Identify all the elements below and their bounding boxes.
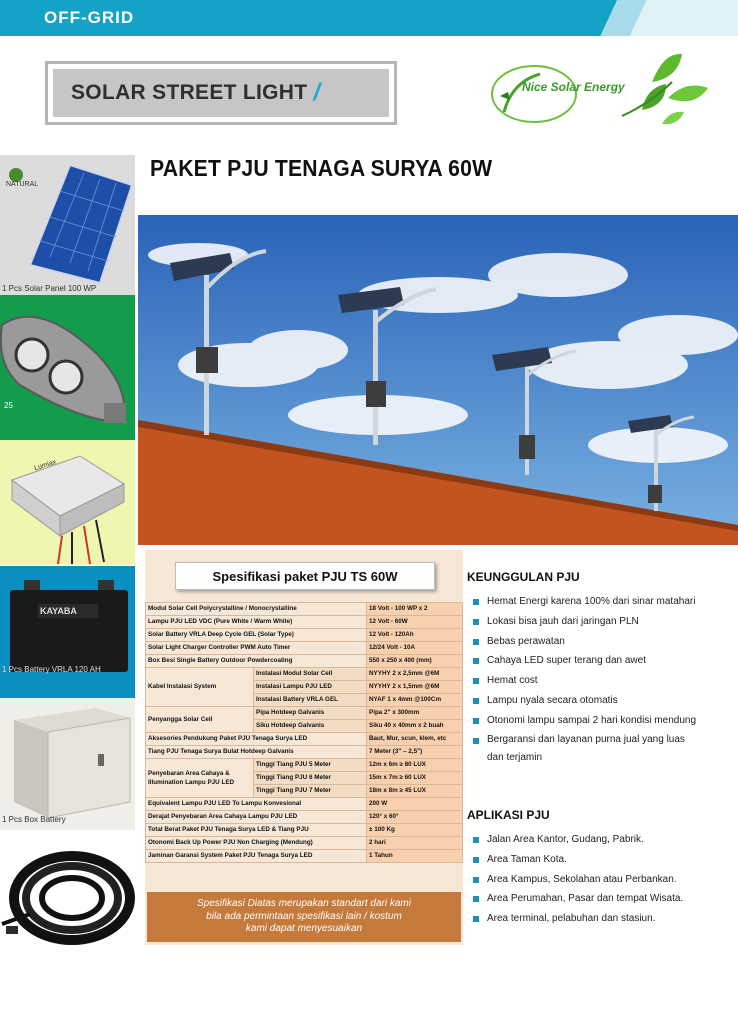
table-row	[146, 668, 463, 681]
charge-controller-icon	[0, 440, 135, 565]
spec-title: Spesifikasi paket PJU TS 60W	[175, 562, 435, 590]
advantage-text: dan terjamin	[487, 751, 543, 763]
bullet-icon	[473, 896, 479, 902]
spec-sub-label: Instalasi Battery VRLA GEL	[254, 694, 367, 707]
spec-value: Pipa 2" x 300mm	[367, 707, 463, 720]
leaf-logo-icon	[482, 52, 718, 136]
solar-panel-image	[0, 155, 135, 295]
spec-group-label: Kabel Instalasi System	[146, 668, 254, 707]
bullet-icon	[473, 916, 479, 922]
table-row	[146, 798, 463, 811]
spec-label: Lampu PJU LED VDC (Pure White / Warm White)	[146, 616, 367, 629]
application-text: Jalan Area Kantor, Gudang, Pabrik.	[487, 834, 644, 845]
top-banner	[0, 0, 738, 36]
advantage-text: Lampu nyala secara otomatis	[487, 694, 618, 706]
bullet-icon	[473, 639, 479, 645]
spec-sub-label: Instalasi Lampu PJU LED	[254, 681, 367, 694]
spec-label: Tiang PJU Tenaga Surya Bulat Hotdeep Galvanis	[146, 746, 367, 759]
applications-section	[467, 808, 735, 929]
spec-sub-label: Tinggi Tiang PJU 5 Meter	[254, 759, 367, 772]
spec-note	[147, 892, 461, 942]
table-row	[146, 603, 463, 616]
hero-photo	[138, 215, 738, 545]
spec-value: 550 x 250 x 400 (mm)	[367, 655, 463, 668]
bullet-icon	[473, 877, 479, 883]
top-banner-notch	[558, 0, 738, 36]
package-heading: PAKET PJU TENAGA SURYA 60W	[150, 155, 493, 181]
list-item	[467, 889, 735, 909]
advantage-text: Otonomi lampu sampai 2 hari kondisi mendung	[487, 714, 696, 726]
cable-image	[0, 840, 135, 960]
advantage-text: Hemat Energi karena 100% dari sinar matahari	[487, 596, 696, 607]
list-item	[467, 850, 735, 870]
lamp-caption: 25	[4, 401, 13, 410]
battery-image	[0, 566, 135, 698]
street-lamp-icon	[0, 295, 135, 440]
bullet-icon	[473, 678, 479, 684]
spec-value: 18 Volt - 100 WP x 2	[367, 603, 463, 616]
battery-brand: KAYABA	[40, 606, 77, 616]
spec-label: Solar Battery VRLA Deep Cycle GEL (Solar Type)	[146, 629, 367, 642]
list-item	[467, 870, 735, 890]
bullet-icon	[473, 658, 479, 664]
title-box	[45, 61, 397, 125]
table-row	[146, 850, 463, 863]
advantage-text: Lokasi bisa jauh dari jaringan PLN	[487, 615, 639, 627]
applications-title: APLIKASI PJU	[467, 808, 550, 822]
bullet-icon	[473, 738, 479, 744]
spec-sub-label: Tinggi Tiang PJU 7 Meter	[254, 785, 367, 798]
box-caption: 1 Pcs Box Battery	[2, 815, 66, 824]
spec-value: 200 W	[367, 798, 463, 811]
off-grid-label: OFF-GRID	[44, 8, 135, 27]
spec-value: NYAF 1 x 4mm @100Cm	[367, 694, 463, 707]
spec-value: 12m x 6m ≥ 80 LUX	[367, 759, 463, 772]
list-item	[467, 731, 735, 767]
advantages-section	[467, 570, 735, 767]
spec-value: NYYHY 2 x 1,5mm @6M	[367, 681, 463, 694]
battery-icon	[0, 566, 135, 698]
battery-box-image	[0, 698, 135, 830]
solar-panel-icon	[0, 155, 135, 295]
spec-value: 12 Volt - 120Ah	[367, 629, 463, 642]
spec-value: 2 hari	[367, 837, 463, 850]
spec-value: 7 Meter (3" – 2,5")	[367, 746, 463, 759]
spec-label: Otonomi Back Up Power PJU Non Charging (Mendung)	[146, 837, 367, 850]
bullet-icon	[473, 857, 479, 863]
spec-value: 12/24 Volt - 10A	[367, 642, 463, 655]
list-item	[467, 612, 735, 632]
spec-value: 12 Volt - 60W	[367, 616, 463, 629]
title-box-inner	[53, 69, 389, 117]
spec-group-label: Penyebaran Area Cahaya & Illumination Lampu PJU LED	[146, 759, 254, 798]
advantage-text: Bergaransi dan layanan purna jual yang luas	[487, 733, 685, 745]
table-row	[146, 629, 463, 642]
spec-value: Siku 40 x 40mm x 2 buah	[367, 720, 463, 733]
panel-brand: NATURAL	[6, 181, 39, 188]
table-row	[146, 707, 463, 720]
battery-box-icon	[0, 698, 135, 830]
title-slash: /	[313, 79, 321, 106]
list-item	[467, 632, 735, 652]
list-item	[467, 691, 735, 711]
spec-value: Baut, Mur, scun, klem, etc	[367, 733, 463, 746]
bullet-icon	[473, 837, 479, 843]
table-row	[146, 655, 463, 668]
list-item	[467, 830, 735, 850]
table-row	[146, 733, 463, 746]
controller-brand: Lumiax	[33, 458, 58, 473]
spec-value: 18m x 8m ≥ 45 LUX	[367, 785, 463, 798]
spec-label: Aksesories Pendukung Paket PJU Tenaga Surya LED	[146, 733, 367, 746]
table-row	[146, 642, 463, 655]
applications-list	[467, 830, 735, 929]
table-row	[146, 759, 463, 772]
advantage-text: Bebas perawatan	[487, 635, 565, 647]
spec-note-line: Spesifikasi Diatas merupakan standart dari kami	[197, 898, 411, 909]
spec-value: 120° x 60°	[367, 811, 463, 824]
advantage-text: Hemat cost	[487, 675, 538, 687]
list-item	[467, 711, 735, 731]
brand-name: Nice Solar Energy	[522, 80, 625, 94]
list-item	[467, 671, 735, 691]
application-text: Area Taman Kota.	[487, 853, 567, 865]
spec-label: Derajat Penyebaran Area Cahaya Lampu PJU LED	[146, 811, 367, 824]
advantages-list	[467, 592, 735, 767]
spec-value: 1 Tahun	[367, 850, 463, 863]
table-row	[146, 824, 463, 837]
list-item	[467, 592, 735, 612]
battery-caption: 1 Pcs Battery VRLA 120 AH	[2, 665, 101, 674]
spec-panel	[145, 550, 463, 945]
panel-caption: 1 Pcs Solar Panel 100 WP	[2, 284, 97, 293]
bullet-icon	[473, 718, 479, 724]
spec-label: Equivalent Lampu PJU LED To Lampu Konvesional	[146, 798, 367, 811]
spec-label: Modul Solar Cell Polycrystalline / Monocrystalline	[146, 603, 367, 616]
spec-note-line: kami dapat menyesuaikan	[245, 923, 363, 934]
spec-sub-label: Siku Hotdeep Galvanis	[254, 720, 367, 733]
advantage-text: Cahaya LED super terang dan awet	[487, 655, 646, 667]
spec-sub-label: Tinggi Tiang PJU 6 Meter	[254, 772, 367, 785]
table-row	[146, 837, 463, 850]
spec-label: Box Besi Single Battery Outdoor Powdercoating	[146, 655, 367, 668]
cable-coil-icon	[0, 840, 135, 960]
application-text: Area Perumahan, Pasar dan tempat Wisata.	[487, 893, 684, 905]
application-text: Area Kampus, Sekolahan atau Perbankan.	[487, 873, 677, 885]
spec-label: Solar Light Charger Controller PWM Auto Timer	[146, 642, 367, 655]
brand-logo	[482, 52, 718, 136]
table-row	[146, 616, 463, 629]
product-title: SOLAR STREET LIGHT	[71, 81, 308, 104]
spec-note-line: bila ada permintaan spesifikasi lain / kostum	[206, 910, 402, 922]
solar-street-lights-photo	[138, 215, 738, 545]
spec-sub-label: Instalasi Modul Solar Cell	[254, 668, 367, 681]
controller-image	[0, 440, 135, 565]
spec-value: 15m x 7m ≥ 60 LUX	[367, 772, 463, 785]
spec-table	[145, 602, 463, 863]
list-item	[467, 909, 735, 929]
list-item	[467, 651, 735, 671]
led-lamp-image	[0, 295, 135, 440]
table-row	[146, 811, 463, 824]
spec-value: ± 100 Kg	[367, 824, 463, 837]
bullet-icon	[473, 698, 479, 704]
application-text: Area terminal, pelabuhan dan stasiun.	[487, 913, 656, 925]
spec-value: NYYHY 2 x 2,5mm @6M	[367, 668, 463, 681]
spec-label: Total Berat Paket PJU Tenaga Surya LED & Tiang PJU	[146, 824, 367, 837]
spec-label: Jaminan Garansi System Paket PJU Tenaga Surya LED	[146, 850, 367, 863]
advantages-title: KEUNGGULAN PJU	[467, 570, 580, 584]
table-row	[146, 746, 463, 759]
spec-group-label: Penyangga Solar Cell	[146, 707, 254, 733]
bullet-icon	[473, 619, 479, 625]
bullet-icon	[473, 599, 479, 605]
spec-sub-label: Pipa Hotdeep Galvanis	[254, 707, 367, 720]
